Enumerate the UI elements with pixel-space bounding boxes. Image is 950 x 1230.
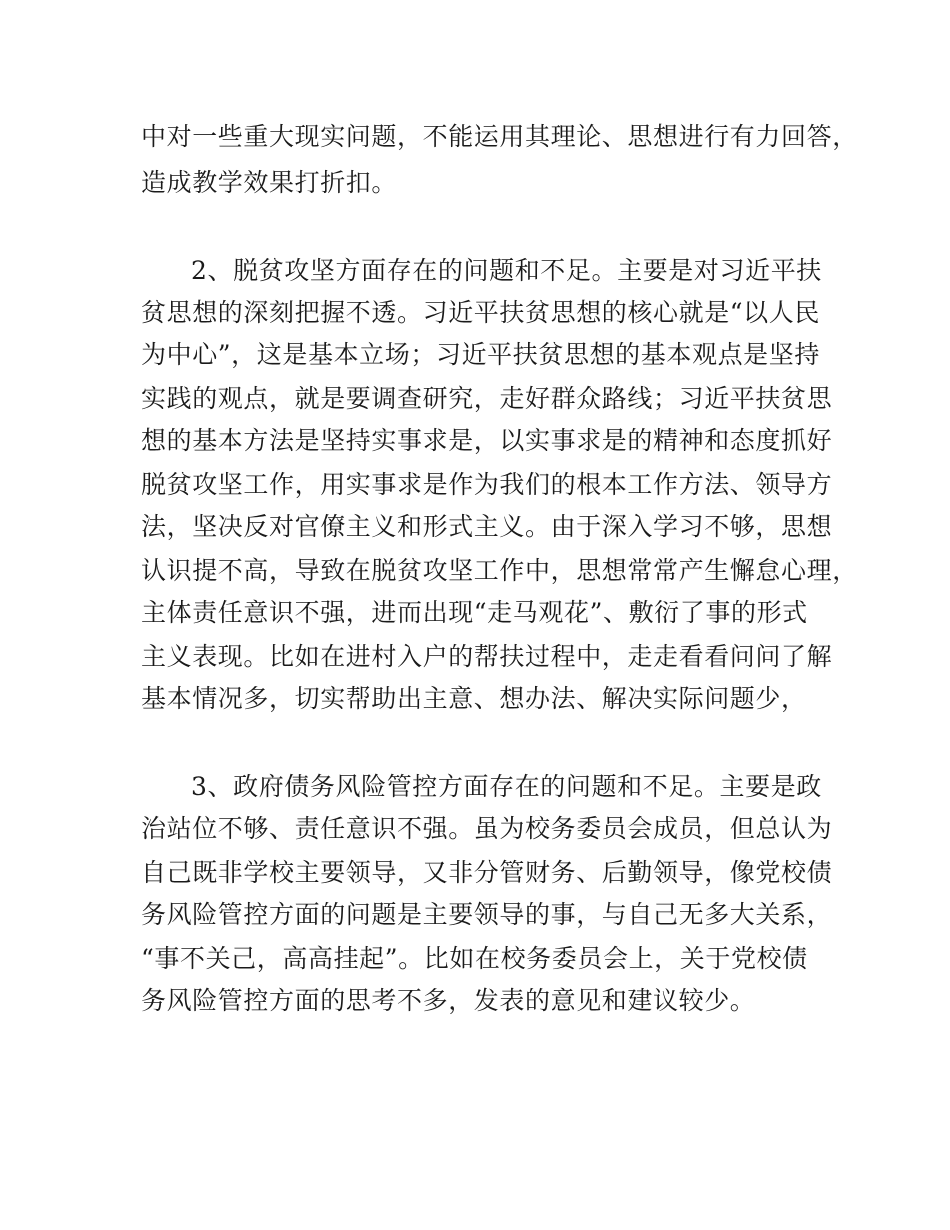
paragraph-2-line-4: 实践的观点，就是要调查研究，走好群众路线；习近平扶贫思 (141, 384, 833, 413)
paragraph-3-line-5: “事不关己，高高挂起”。比如在校务委员会上，关于党校债 (141, 944, 808, 973)
paragraph-3-line-6: 务风险管控方面的思考不多，发表的意见和建议较少。 (141, 986, 756, 1015)
paragraph-2-line-8: 认识提不高，导致在脱贫攻坚工作中，思想常常产生懈怠心理， (141, 556, 858, 585)
paragraph-2-line-6: 脱贫攻坚工作，用实事求是作为我们的根本工作方法、领导方 (141, 470, 833, 499)
paragraph-2-line-1: 2、脱贫攻坚方面存在的问题和不足。主要是对习近平扶 (191, 256, 822, 285)
paragraph-2-line-5: 想的基本方法是坚持实事求是，以实事求是的精神和态度抓好 (141, 426, 833, 455)
paragraph-1-line-1: 中对一些重大现实问题，不能运用其理论、思想进行有力回答， (141, 122, 858, 151)
paragraph-2-line-2: 贫思想的深刻把握不透。习近平扶贫思想的核心就是“以人民 (141, 298, 820, 327)
paragraph-3-line-3: 自己既非学校主要领导，又非分管财务、后勤领导，像党校债 (141, 858, 833, 887)
paragraph-2-line-10: 主义表现。比如在进村入户的帮扶过程中，走走看看问问了解 (141, 642, 833, 671)
paragraph-2-line-7: 法，坚决反对官僚主义和形式主义。由于深入学习不够，思想 (141, 512, 833, 541)
paragraph-2-line-3: 为中心”，这是基本立场；习近平扶贫思想的基本观点是坚持 (141, 340, 820, 369)
paragraph-3-line-4: 务风险管控方面的问题是主要领导的事，与自己无多大关系， (141, 900, 833, 929)
paragraph-2-line-9: 主体责任意识不强，进而出现“走马观花”、敷衍了事的形式 (141, 598, 808, 627)
paragraph-3-line-2: 治站位不够、责任意识不强。虽为校务委员会成员，但总认为 (141, 814, 833, 843)
paragraph-3-line-1: 3、政府债务风险管控方面存在的问题和不足。主要是政 (191, 772, 822, 801)
paragraph-2-line-11: 基本情况多，切实帮助出主意、想办法、解决实际问题少， (141, 684, 807, 713)
paragraph-1-line-2: 造成教学效果打折扣。 (141, 168, 398, 197)
